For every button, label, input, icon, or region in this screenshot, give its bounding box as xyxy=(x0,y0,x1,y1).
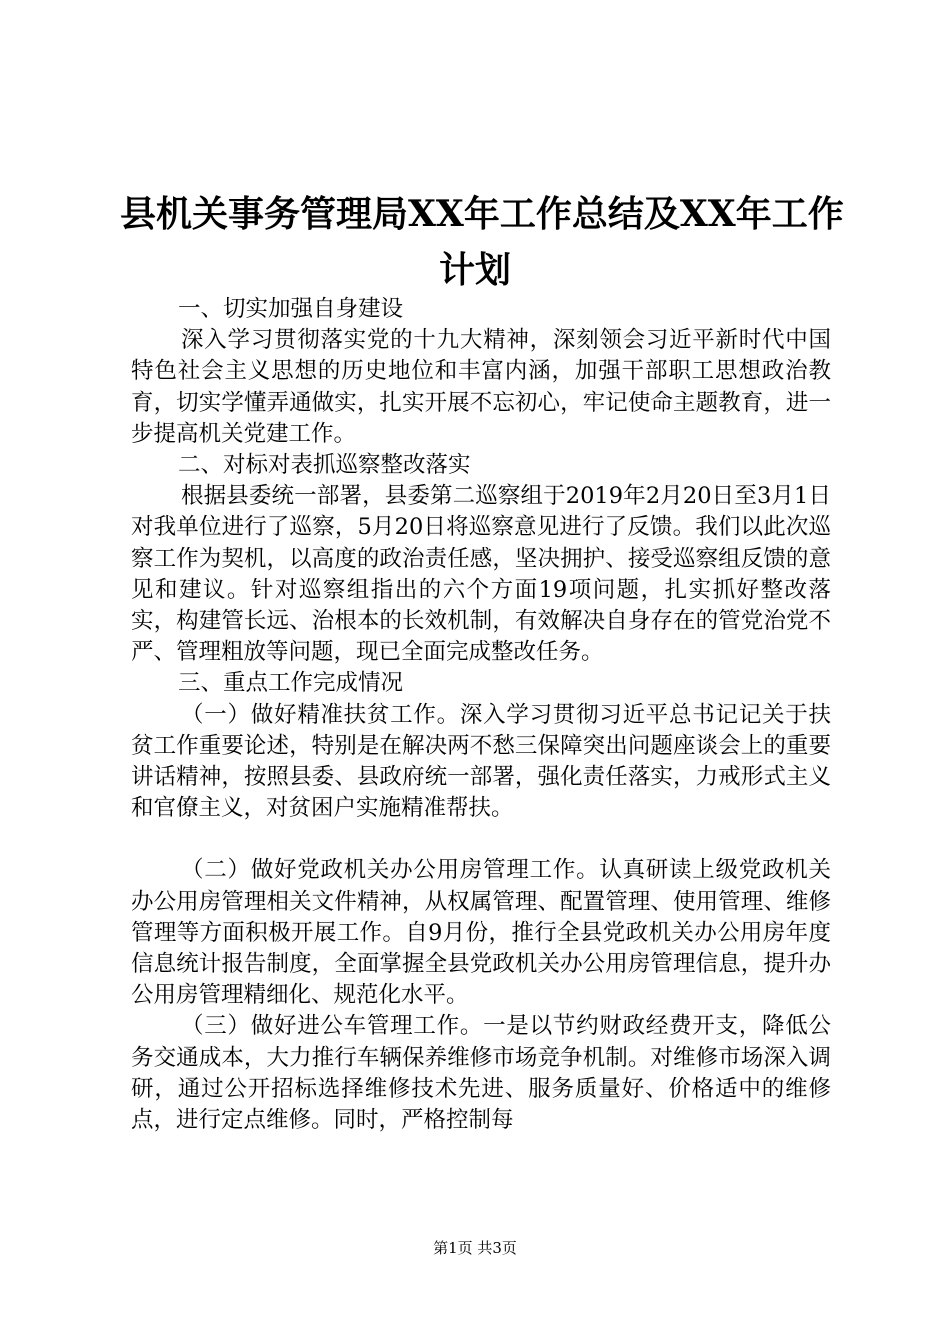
paragraph-1: 深入学习贯彻落实党的十九大精神，深刻领会习近平新时代中国特色社会主义思想的历史地位和丰富内涵，加强干部职工思想政治教育，切实学懂弄通做实，扎实开展不忘初心，牢记使命主题教育，进一步提高机关党建工作。 xyxy=(131,327,831,447)
section-heading-1: 一、切实加强自身建设 xyxy=(178,296,404,322)
document-title xyxy=(120,186,844,298)
section-heading-3: 三、重点工作完成情况 xyxy=(178,670,404,697)
page-footer: 第1页 共3页 xyxy=(433,1239,517,1257)
paragraph-2: 根据县委统一部署，县委第二巡察组于2019年2月20日至3月1日对我单位进行了巡察，5月20日将巡察意见进行了反馈。我们以此次巡察工作为契机，以高度的政治责任感，坚决拥护、接受巡察组反馈的意见和建议。针对巡察组指出的六个方面19项问题，扎实抓好整改落实，构建管长远、治根本的长效机制，有效解决自身存在的管党治党不严、管理粗放等问题，现已全面完成整改任务。 xyxy=(131,483,831,666)
document-body xyxy=(131,294,831,1136)
paragraph-5: （三）做好进公车管理工作。一是以节约财政经费开支，降低公务交通成本，大力推行车辆保养维修市场竞争机制。对维修市场深入调研，通过公开招标选择维修技术先进、服务质量好、价格适中的维修点，进行定点维修。同时，严格控制每 xyxy=(131,1013,831,1134)
paragraph-3: （一）做好精准扶贫工作。深入学习贯彻习近平总书记记关于扶贫工作重要论述，特别是在解决两不愁三保障突出问题座谈会上的重要讲话精神，按照县委、县政府统一部署，强化责任落实，力戒形式主义和官僚主义，对贫困户实施精准帮扶。 xyxy=(131,701,831,822)
section-heading-2: 二、对标对表抓巡察整改落实 xyxy=(178,452,471,479)
paragraph-4: （二）做好党政机关办公用房管理工作。认真研读上级党政机关办公用房管理相关文件精神，从权属管理、配置管理、使用管理、维修管理等方面积极开展工作。自9月份，推行全县党政机关办公用房年度信息统计报告制度，全面掌握全县党政机关办公用房管理信息，提升办公用房管理精细化、规范化水平。 xyxy=(131,857,831,1009)
title-line-1: 县机关事务管理局XX年工作总结及XX年工作 xyxy=(120,193,844,235)
title-line-2: 计划 xyxy=(438,249,511,291)
